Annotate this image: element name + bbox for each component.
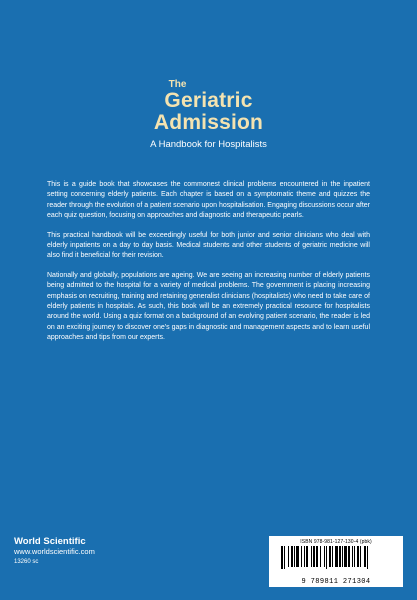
barcode-bar — [313, 546, 315, 567]
title-block — [0, 80, 417, 151]
barcode-bar — [316, 546, 318, 567]
barcode-icon — [281, 546, 399, 577]
blurb — [47, 180, 370, 353]
title-line-1: Geriatric — [164, 89, 253, 112]
publisher-name: World Scientific — [14, 536, 86, 547]
barcode-bar — [301, 546, 302, 567]
barcode-bar — [329, 546, 331, 567]
barcode-bar — [326, 546, 327, 569]
barcode-bar — [364, 546, 366, 567]
barcode-bar — [324, 546, 325, 567]
barcode-bar — [335, 546, 338, 567]
subtitle: A Handbook for Hospitalists — [150, 139, 267, 150]
blurb-paragraph-2: This practical handbook will be exceedingly useful for both junior and senior clinicians who deal with elderly inpatients on a day to day basis. Medical students and other students of geriatric medicine will also find it beneficial for their revision. — [47, 231, 370, 260]
isbn-label: ISBN 978-981-127-130-4 (pbk) — [300, 539, 372, 545]
barcode-box — [269, 536, 403, 587]
barcode-bar — [320, 546, 321, 567]
barcode-bar — [348, 546, 350, 567]
barcode-bar — [367, 546, 368, 569]
barcode-bar — [284, 546, 285, 569]
publisher-block — [14, 536, 95, 567]
barcode-bar — [354, 546, 355, 567]
product-code: 13260 sc — [14, 559, 39, 565]
barcode-bar — [291, 546, 293, 567]
barcode-bar — [281, 546, 283, 569]
blurb-paragraph-1: This is a guide book that showcases the commonest clinical problems encountered in the inpatient setting concerning elderly patients. Each chapter is based on a symptomatic theme and quizzes the reader through the evolution of a patient scenario upon hospitalisation. Engaging discussions occur after each quiz question, focusing on approaches and diagnostic and therapeutic pearls. — [47, 181, 370, 220]
barcode-bar — [304, 546, 305, 567]
barcode-bar — [344, 546, 347, 567]
title-the: The — [168, 79, 187, 90]
barcode-bar — [352, 546, 353, 567]
barcode-bar — [357, 546, 359, 567]
barcode-bar — [339, 546, 341, 567]
barcode-bar — [332, 546, 333, 567]
barcode-bar — [294, 546, 295, 567]
barcode-bar — [311, 546, 312, 567]
barcode-bar — [306, 546, 308, 567]
publisher-url: www.worldscientific.com — [14, 547, 95, 556]
barcode-bar — [360, 546, 361, 567]
barcode-bar — [288, 546, 289, 567]
barcode-bar — [296, 546, 299, 567]
barcode-bar — [342, 546, 343, 567]
title-line-2: Admission — [153, 111, 264, 134]
barcode-digits: 9 789811 271304 — [301, 578, 371, 586]
blurb-paragraph-3: Nationally and globally, populations are ageing. We are seeing an increasing number of elderly patients being admitted to the hospital for a variety of medical problems. The government is placing increasing emphasis on recruiting, training and retaining generalist clinicians (hospitalists) who need to take care of elderly patients in hospitals. As such, this book will be an extremely practical resource for hospitalists around the world. Using a quiz format on a background of an evolving patient scenario, the reader is led on an exciting journey to discover one's gaps in diagnostic and management aspects and to learn useful approaches and tips from our experts. — [47, 271, 370, 342]
